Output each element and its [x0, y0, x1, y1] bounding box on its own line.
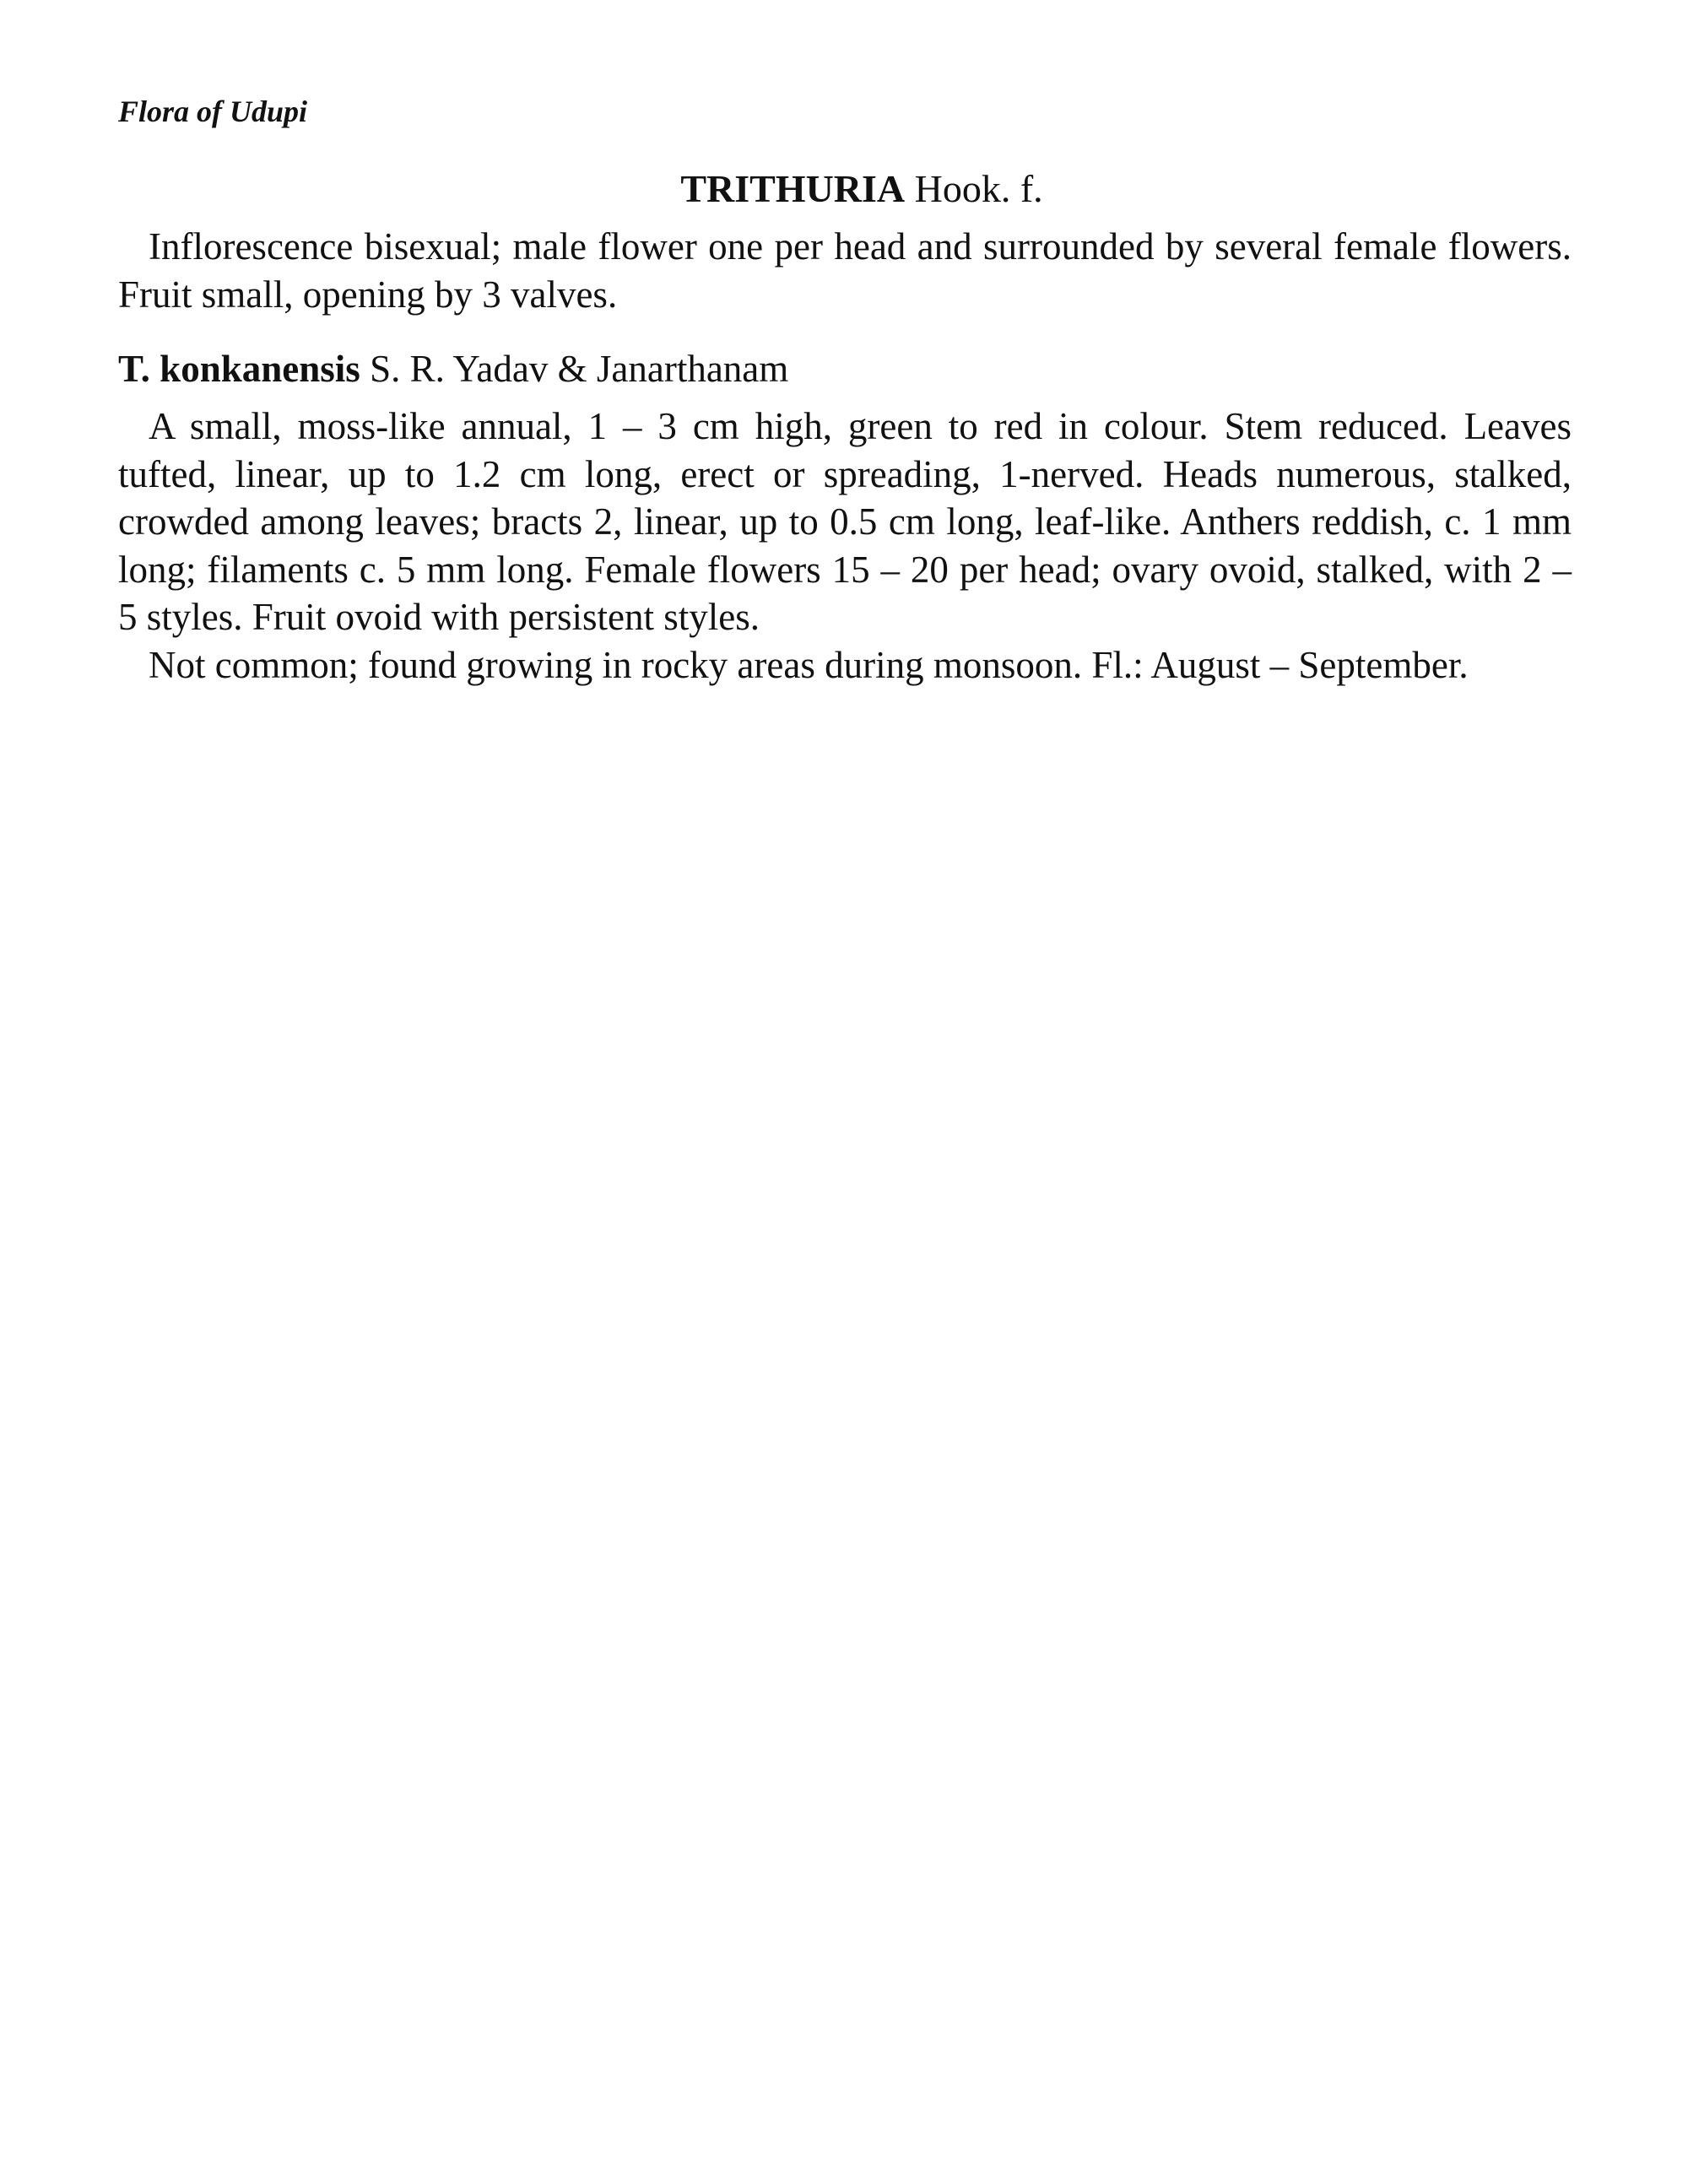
species-description: A small, moss-like annual, 1 – 3 cm high, green to red in colour. Stem reduced. Leaves tufted, linear, up to 1.2 cm long, erect or spreading, 1-nerved. Heads numerous, stalked, crowded among leaves; bracts 2, linear, up to 0.5 cm long, leaf-like. Anthers reddish, c. 1 mm long; filaments c. 5 mm long. Female flowers 15 – 20 per head; ovary ovoid, stalked, with 2 – 5 styles. Fruit ovoid with persistent styles.: [118, 405, 1572, 638]
genus-author: Hook. f.: [905, 167, 1043, 210]
running-head: Flora of Udupi: [118, 95, 308, 128]
species-author: S. R. Yadav & Janarthanam: [360, 348, 789, 390]
genus-name: TRITHURIA: [680, 167, 906, 210]
species-name: T. konkanensis: [118, 348, 360, 390]
species-heading: [118, 345, 1572, 392]
genus-description: Inflorescence bisexual; male flower one per head and surrounded by several female flowers. Fruit small, opening by 3 valves.: [118, 225, 1572, 316]
species-ecology: Not common; found growing in rocky areas during monsoon. Fl.: August – September.: [149, 643, 1469, 686]
genus-heading: [118, 165, 1572, 213]
page-content: [118, 91, 1572, 689]
